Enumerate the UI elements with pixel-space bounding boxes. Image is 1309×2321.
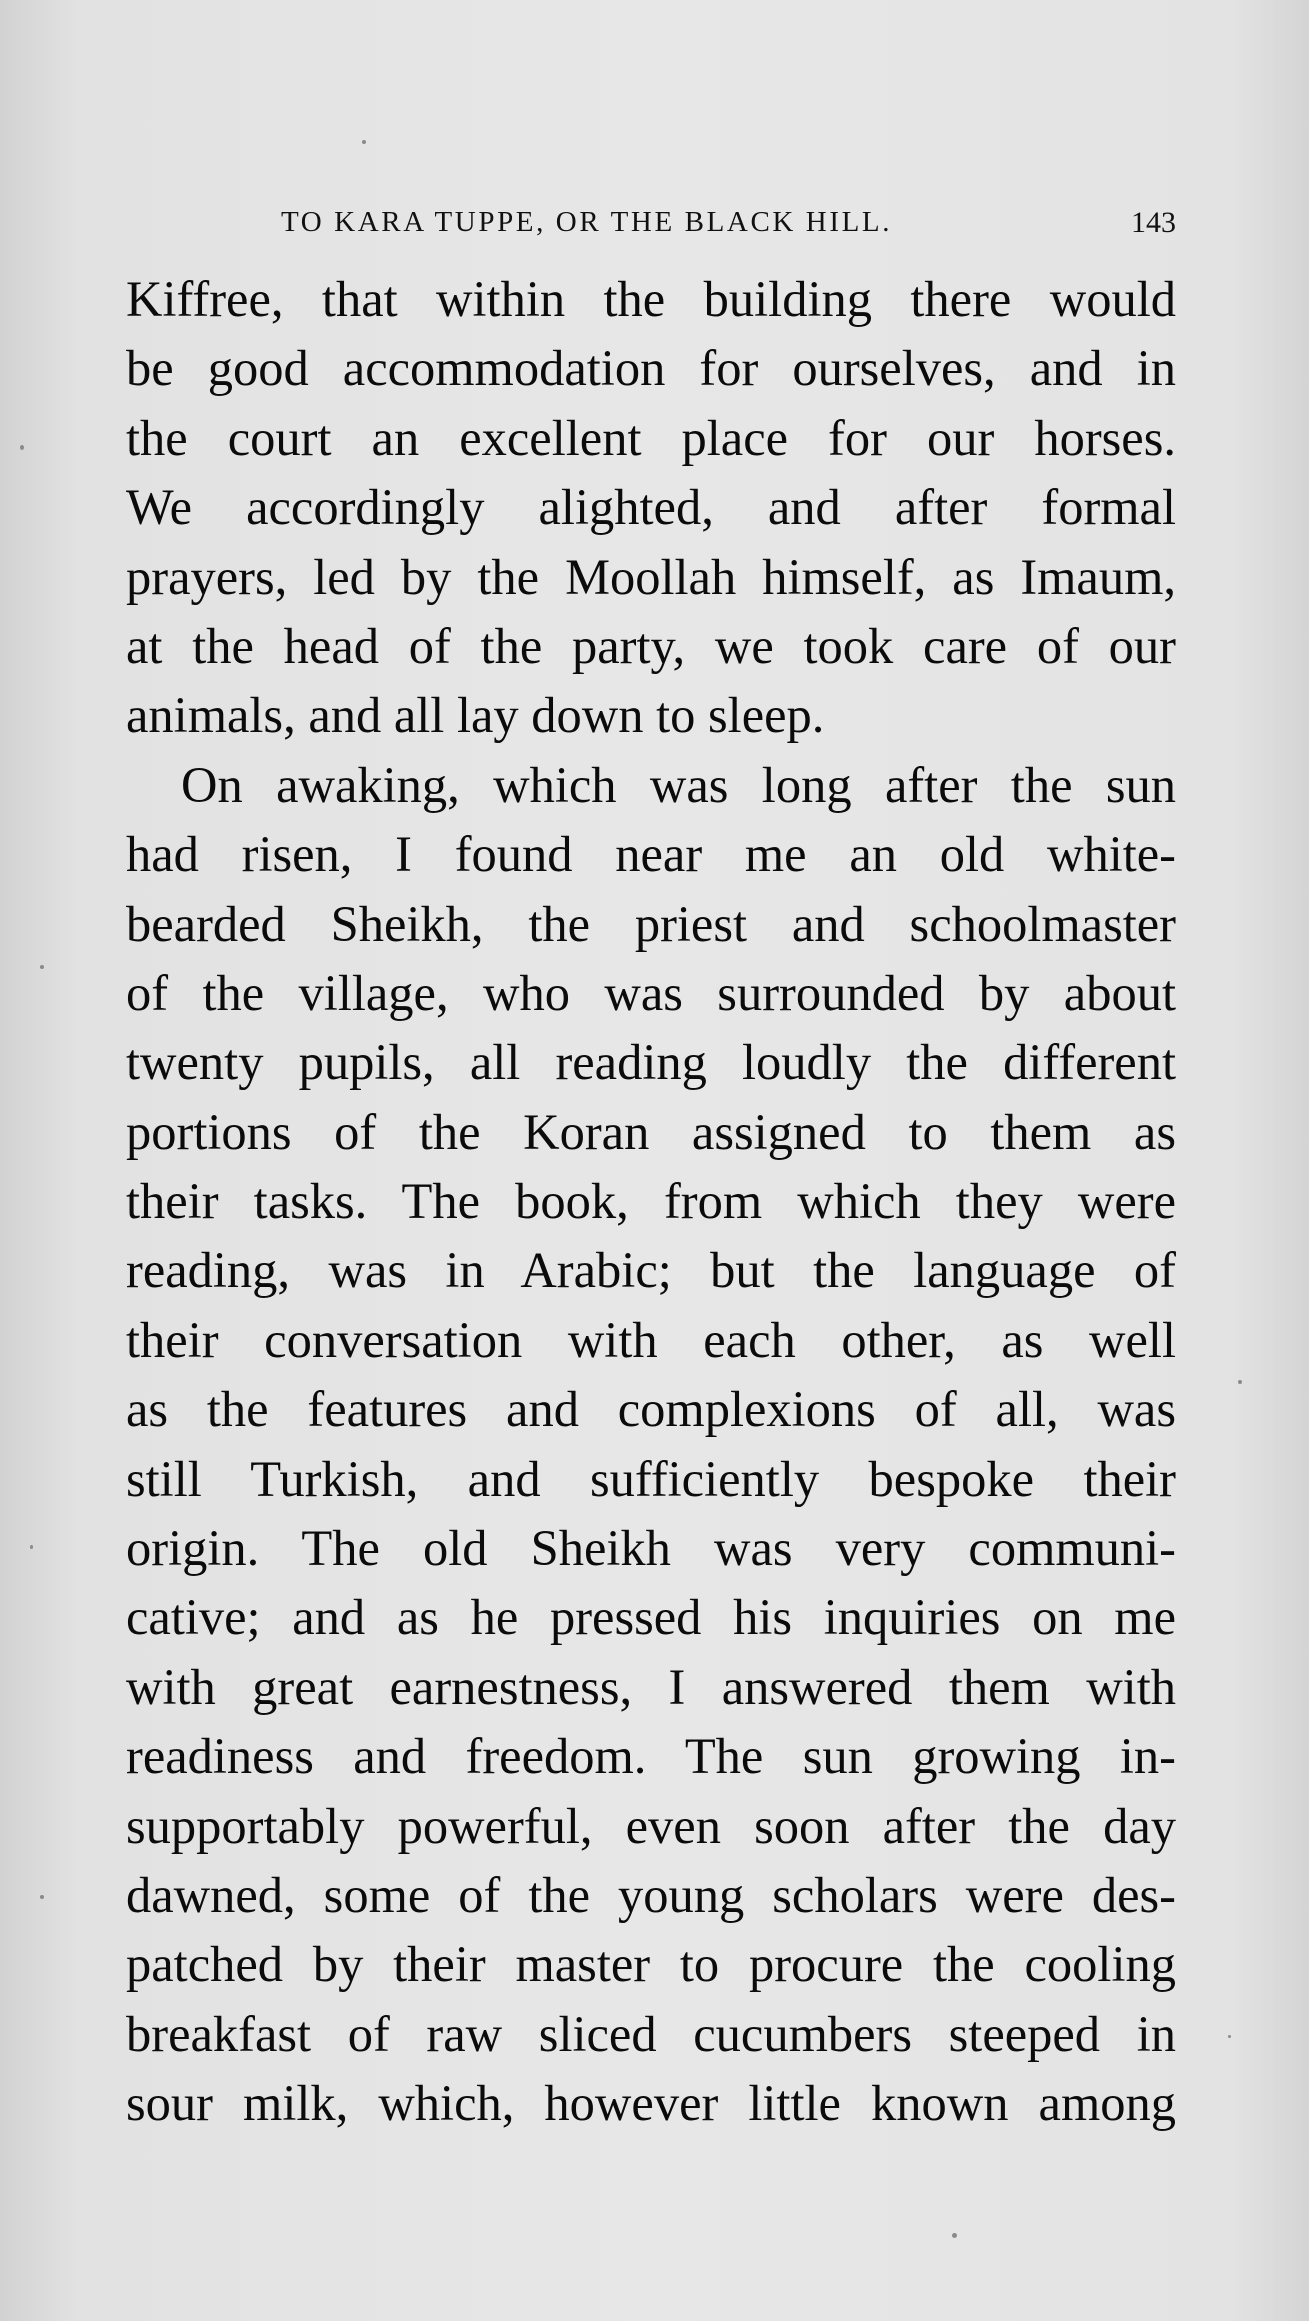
text-line: at the head of the party, we took care of our	[126, 617, 1176, 674]
paper-speck	[40, 1895, 44, 1899]
paper-speck	[362, 140, 366, 144]
text-line: as the features and complexions of all, was	[126, 1381, 1176, 1438]
paragraph-end-line: animals, and all lay down to sleep.	[126, 687, 825, 744]
text-line: We accordingly alighted, and after formal	[126, 479, 1176, 536]
paper-speck	[30, 1545, 33, 1549]
paper-speck	[20, 445, 24, 450]
text-line: breakfast of raw sliced cucumbers steeped in	[126, 2005, 1176, 2062]
text-line: readiness and freedom. The sun growing in-	[126, 1728, 1176, 1785]
text-line: the court an excellent place for our horses.	[126, 409, 1176, 466]
paper-speck	[40, 965, 44, 969]
paper-speck	[952, 2233, 957, 2238]
text-line: their conversation with each other, as well	[126, 1311, 1176, 1368]
text-line: with great earnestness, I answered them with	[126, 1658, 1176, 1715]
running-title: TO KARA TUPPE, OR THE BLACK HILL.	[281, 206, 893, 238]
text-line: bearded Sheikh, the priest and schoolmaster	[126, 895, 1176, 952]
text-line: be good accommodation for ourselves, and in	[126, 340, 1176, 397]
text-line: had risen, I found near me an old white-	[126, 826, 1176, 883]
text-line: cative; and as he pressed his inquiries on me	[126, 1589, 1176, 1646]
body-text	[126, 265, 1176, 2139]
text-line: supportably powerful, even soon after the day	[126, 1797, 1176, 1854]
text-line: origin. The old Sheikh was very communi-	[126, 1520, 1176, 1577]
text-line: twenty pupils, all reading loudly the different	[126, 1034, 1176, 1091]
paragraph-first-line: On awaking, which was long after the sun	[181, 756, 1176, 813]
text-line: patched by their master to procure the cooling	[126, 1936, 1176, 1993]
text-line: portions of the Koran assigned to them as	[126, 1103, 1176, 1160]
text-line: still Turkish, and sufficiently bespoke their	[126, 1450, 1176, 1507]
paper-speck	[1238, 1380, 1242, 1384]
paper-speck	[1228, 2035, 1231, 2038]
text-line: of the village, who was surrounded by about	[126, 964, 1176, 1021]
text-line: dawned, some of the young scholars were des-	[126, 1866, 1176, 1923]
text-line: prayers, led by the Moollah himself, as Imaum,	[126, 548, 1176, 605]
page-number: 143	[1131, 206, 1176, 239]
text-line: reading, was in Arabic; but the language of	[126, 1242, 1176, 1299]
running-head	[126, 200, 1176, 244]
text-line: their tasks. The book, from which they were	[126, 1173, 1176, 1230]
text-line: Kiffree, that within the building there would	[126, 271, 1176, 327]
text-line: sour milk, which, however little known among	[126, 2075, 1176, 2132]
